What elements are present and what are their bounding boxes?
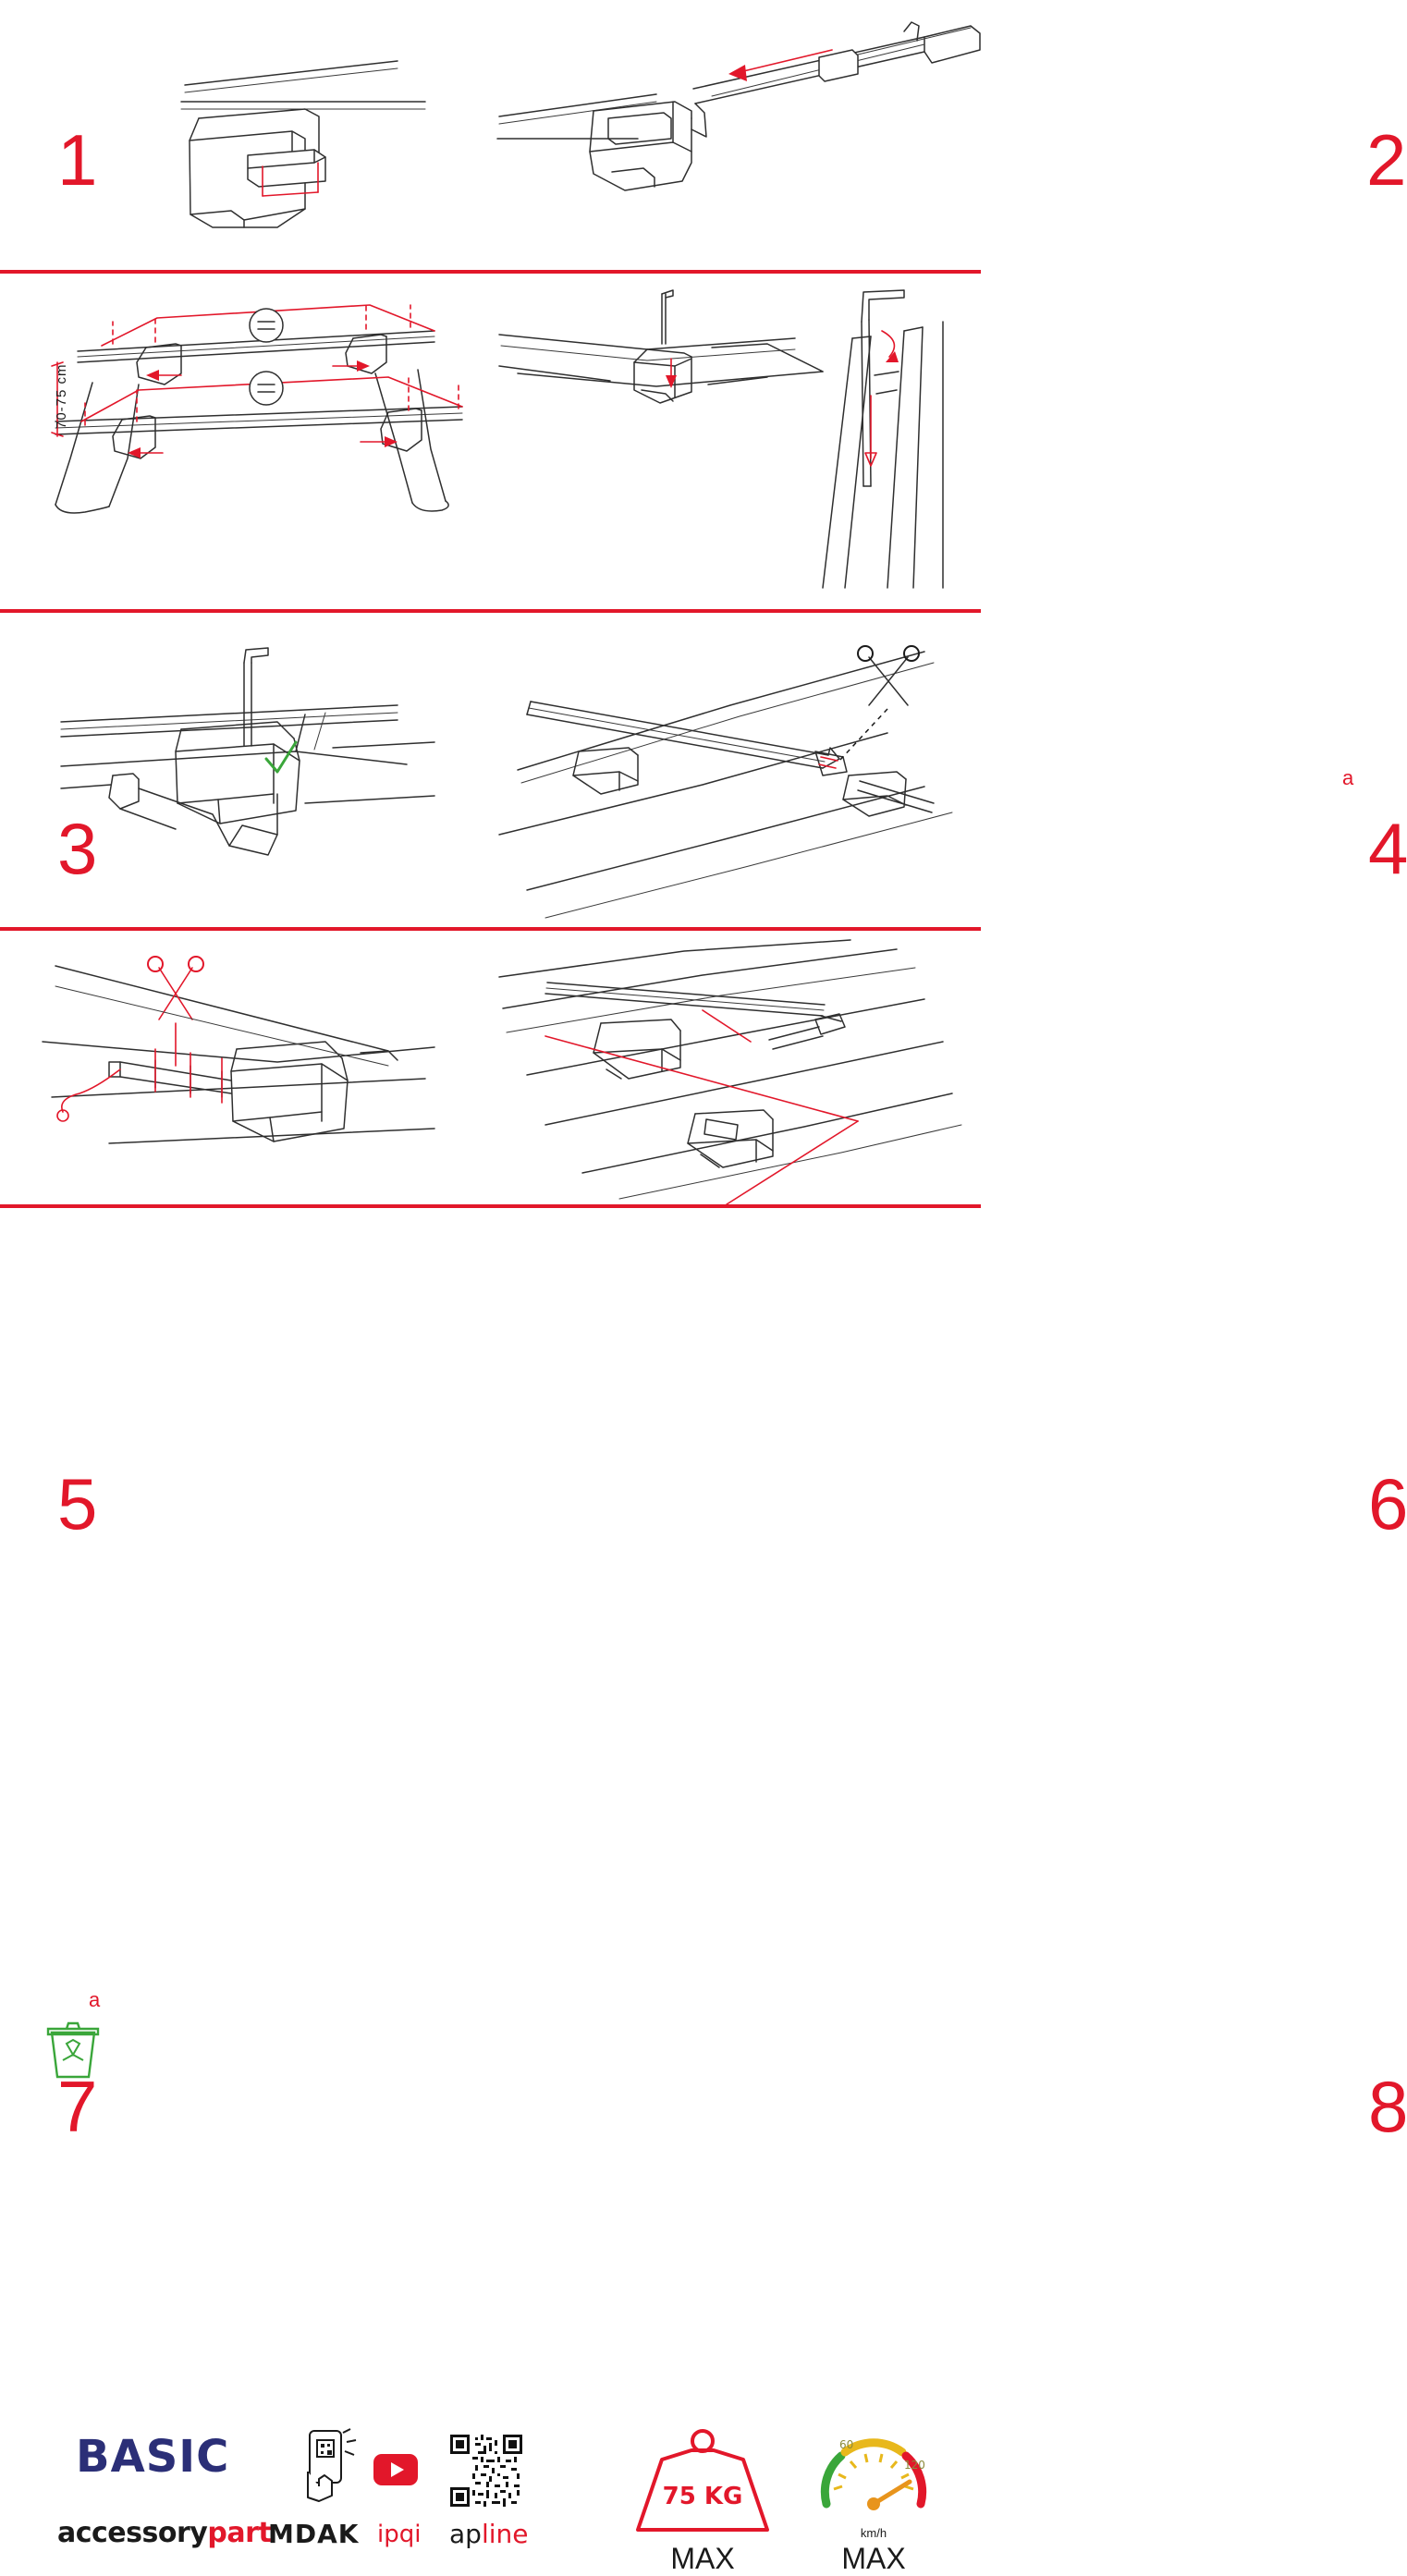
step-number-1: 1 [57, 119, 97, 201]
youtube-icon[interactable] [373, 2454, 418, 2485]
max-speed-label: MAX [841, 2542, 906, 2575]
step-panel-8 [490, 931, 1407, 2147]
step-number-5: 5 [57, 1463, 97, 1544]
brand-mdak: MDAK [268, 2519, 360, 2549]
speedometer-icon [814, 2424, 934, 2528]
step-panel-3 [0, 274, 490, 889]
step-8-illustration [490, 931, 981, 1204]
brand-apline [449, 2519, 528, 2549]
step-panel-4 [490, 274, 1407, 889]
step-number-2: 2 [1366, 119, 1406, 201]
step-5-illustration [0, 613, 490, 927]
step-number-7: 7 [57, 2066, 97, 2147]
step-panel-5 [0, 613, 490, 1544]
qr-code-icon[interactable] [450, 2435, 522, 2507]
part-label-a-step6: a [1342, 766, 1354, 789]
brand-basic: BASIC [76, 2431, 230, 2483]
brand-accessory-text: accessory [57, 2517, 208, 2549]
step-panel-7 [0, 931, 490, 2147]
step-panel-2 [490, 0, 1406, 270]
step-panel-6 [490, 613, 1407, 1544]
step-number-4: 4 [1368, 808, 1407, 889]
max-weight-label: MAX [670, 2542, 735, 2575]
brand-part-text: part [207, 2517, 272, 2549]
weight-icon [621, 2426, 784, 2537]
phone-scan-icon [291, 2429, 361, 2505]
step-number-3: 3 [57, 808, 97, 889]
svg-text:60: 60 [839, 2438, 854, 2451]
step-4-illustration [490, 274, 981, 609]
step-number-8: 8 [1368, 2066, 1407, 2147]
brand-accessorypart [57, 2517, 271, 2549]
step-7-illustration [0, 931, 490, 1204]
brand-ap-text: ap [449, 2519, 482, 2549]
speed-unit-label: km/h [860, 2526, 887, 2540]
dimension-label: 70-75 cm [54, 363, 69, 429]
step-2-illustration [490, 0, 981, 270]
brand-line-text: line [481, 2519, 529, 2549]
step-3-illustration [0, 274, 490, 609]
step-number-6: 6 [1368, 1463, 1407, 1544]
step-6-illustration [490, 613, 981, 927]
brand-footer [0, 1204, 981, 2575]
svg-text:120: 120 [904, 2459, 925, 2472]
brand-ipqi: ipqi [377, 2521, 422, 2548]
step-panel-1 [0, 0, 490, 270]
part-label-a-step7: a [89, 1988, 101, 2011]
max-weight-value: 75 KG [662, 2483, 743, 2510]
